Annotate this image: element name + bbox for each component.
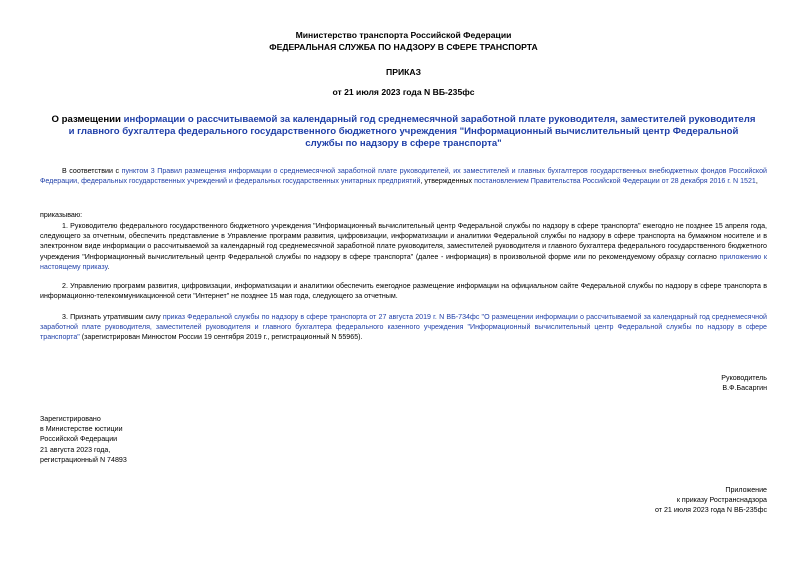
- item-1-end: .: [107, 262, 110, 271]
- item-2-text: 2. Управлению программ развития, цифровизации, информатизации и аналитики обеспечить ежегодное размещение информации на официальном сайте Федеральной службы по надзору в сфере транспорта в информационно-телекоммуникационной сети "Интернет" не позднее 15 мая года, следующего за отчетным.: [40, 282, 767, 301]
- item-2-paragraph: [40, 281, 767, 301]
- item-1-appendix-link[interactable]: приложению к настоящему приказу: [40, 252, 767, 271]
- title-prefix: О размещении: [51, 114, 124, 125]
- preamble-text-3: ,: [755, 177, 758, 186]
- signature-role: Руководитель: [721, 374, 767, 382]
- appendix-block: [655, 485, 767, 516]
- signature-block: [721, 373, 767, 393]
- item-3-text-2: (зарегистрирован Минюстом России 19 сентября 2019 г., регистрационный N 55965).: [79, 333, 363, 342]
- registration-line: 21 августа 2023 года,: [40, 445, 111, 454]
- doc-date-number: от 21 июля 2023 года N ВБ-235фс: [332, 87, 475, 97]
- item-3-text-1: 3. Признать утратившим силу: [62, 313, 163, 321]
- service-heading: ФЕДЕРАЛЬНАЯ СЛУЖБА ПО НАДЗОРУ В СФЕРЕ ТРАНСПОРТА: [269, 42, 538, 52]
- appendix-line: к приказу Ространснадзора: [676, 496, 767, 505]
- appendix-line: от 21 июля 2023 года N ВБ-235фс: [654, 506, 767, 515]
- preamble-link-resolution[interactable]: постановлением Правительства Российской Федерации от 28 декабря 2016 г. N 1521: [474, 177, 756, 186]
- item-3-order-link[interactable]: приказ Федеральной службы по надзору в сфере транспорта от 27 августа 2019 г. N ВБ-734фс "О размещении информации о рассчитываемой за календарный год среднемесячной заработной плате руководителя, заместителей руководителя и главного бухгалтера федерального казенного учреждения "Информационный вычислительный центр Федеральной службы по надзору в сфере транспорта": [40, 313, 768, 342]
- preamble-link-rules[interactable]: пунктом 3 Правил размещения информации о среднемесячной заработной плате руководителей, их заместителей и главных бухгалтеров государственных внебюджетных фондов Российской Федерации, федеральных государственных учреждений и федеральных государственных унитарных предприятий: [40, 167, 768, 186]
- preamble-text-2: , утвержденных: [420, 177, 475, 186]
- registration-line: регистрационный N 74893: [40, 455, 127, 464]
- registration-line: Зарегистрировано: [40, 415, 101, 423]
- appendix-line: Приложение: [725, 486, 767, 494]
- item-1-paragraph: [40, 221, 767, 272]
- ministry-heading: Министерство транспорта Российской Федерации: [295, 30, 512, 40]
- document-title: [50, 114, 757, 151]
- item-3-paragraph: [40, 312, 767, 343]
- title-link[interactable]: информации о рассчитываемой за календарный год среднемесячной заработной плате руководителя, заместителей руководителя и главного бухгалтера федерального государственного бюджетного учреждения "Информационный вычислительный центр Федеральной службы по надзору в сфере транспорта": [68, 114, 756, 150]
- signature-name: В.Ф.Басаргин: [722, 384, 767, 393]
- preamble-paragraph: [40, 166, 767, 186]
- preamble-text-1: В соответствии с: [62, 167, 122, 175]
- doc-type-heading: ПРИКАЗ: [386, 67, 421, 77]
- registration-block: [40, 414, 127, 465]
- order-word: приказываю:: [40, 211, 83, 219]
- registration-line: в Министерстве юстиции: [40, 425, 123, 434]
- item-1-text: 1. Руководителю федерального государственного бюджетного учреждения "Информационный вычислительный центр Федеральной службы по надзору в сфере транспорта" ежегодно не позднее 15 апреля года, следующего за отчетным, обеспечить представление в Управление программ развития, цифровизации, информатизации и аналитики Федеральной службы по надзору в сфере транспорта на бумажном носителе и в электронном виде информации о рассчитываемой за календарный год среднемесячной заработной плате руководителя, заместителей руководителя и главного бухгалтера федерального государственного бюджетного учреждения "Информационный вычислительный центр Федеральной службы по надзору в сфере транспорта" (далее - информация) в произвольной форме или по рекомендуемому образцу согласно: [40, 222, 767, 261]
- registration-line: Российской Федерации: [40, 435, 118, 444]
